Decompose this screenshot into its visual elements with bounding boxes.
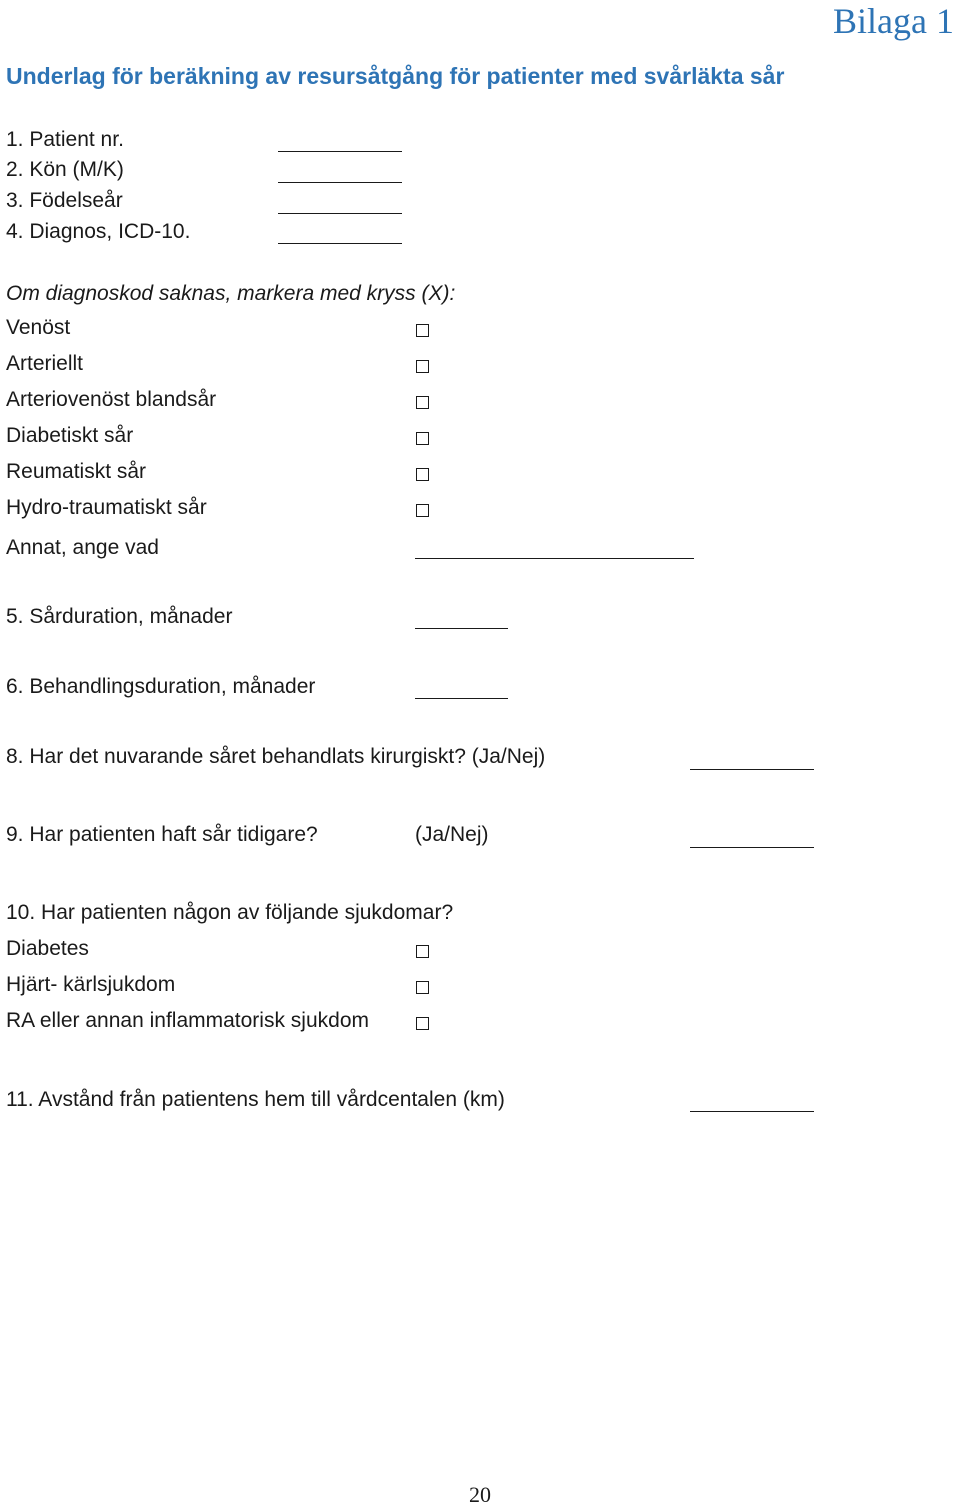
rheumatic-wound-checkbox[interactable] [416,468,429,481]
arterial-checkbox[interactable] [416,360,429,373]
cardiovascular-checkbox[interactable] [416,981,429,994]
surgical-treatment-input[interactable] [690,769,814,770]
diabetes-checkbox[interactable] [416,945,429,958]
question-wound-duration: 5. Sårduration, månader [6,605,233,628]
venous-checkbox[interactable] [416,324,429,337]
option-label-rheumatic-wound: Reumatiskt sår [6,460,147,483]
question-treatment-duration: 6. Behandlingsduration, månader [6,675,316,698]
field-label-diagnosis-icd10: 4. Diagnos, ICD-10. [6,220,191,243]
option-label-ra-inflammatory: RA eller annan inflammatorisk sjukdom [6,1009,369,1032]
diagnosis-instruction: Om diagnoskod saknas, markera med kryss (X): [6,282,456,305]
option-label-arterial: Arteriellt [6,352,84,375]
option-label-hydro-traumatic: Hydro-traumatiskt sår [6,496,207,519]
appendix-label: Bilaga 1 [833,1,954,41]
wound-duration-input[interactable] [415,628,508,629]
previous-wounds-input[interactable] [690,847,814,848]
document-title: Underlag för beräkning av resursåtgång för patienter med svårläkta sår [6,63,785,89]
question-distance-to-clinic: 11. Avstånd från patientens hem till vårdcentalen (km) [6,1088,505,1111]
question-previous-wounds: 9. Har patienten haft sår tidigare? [6,823,318,846]
option-label-other: Annat, ange vad [6,536,159,559]
patient-nr-input[interactable] [278,151,402,152]
page-number: 20 [469,1482,491,1507]
birth-year-input[interactable] [278,213,402,214]
arteriovenous-checkbox[interactable] [416,396,429,409]
field-label-gender: 2. Kön (M/K) [6,158,124,181]
gender-input[interactable] [278,182,402,183]
option-label-arteriovenous: Arteriovenöst blandsår [6,388,217,411]
field-label-patient-nr: 1. Patient nr. [6,128,124,151]
question-surgical-treatment: 8. Har det nuvarande såret behandlats kirurgiskt? (Ja/Nej) [6,745,546,768]
treatment-duration-input[interactable] [415,698,508,699]
diabetic-wound-checkbox[interactable] [416,432,429,445]
hydro-traumatic-checkbox[interactable] [416,504,429,517]
option-label-cardiovascular: Hjärt- kärlsjukdom [6,973,176,996]
other-diagnosis-input[interactable] [415,558,694,559]
distance-to-clinic-input[interactable] [690,1111,814,1112]
previous-wounds-options-hint: (Ja/Nej) [415,823,489,846]
question-comorbidities: 10. Har patienten någon av följande sjukdomar? [6,901,454,924]
option-label-diabetes: Diabetes [6,937,89,960]
ra-inflammatory-checkbox[interactable] [416,1017,429,1030]
field-label-birth-year: 3. Födelseår [6,189,123,212]
option-label-venous: Venöst [6,316,71,339]
diagnosis-icd10-input[interactable] [278,243,402,244]
option-label-diabetic-wound: Diabetiskt sår [6,424,134,447]
